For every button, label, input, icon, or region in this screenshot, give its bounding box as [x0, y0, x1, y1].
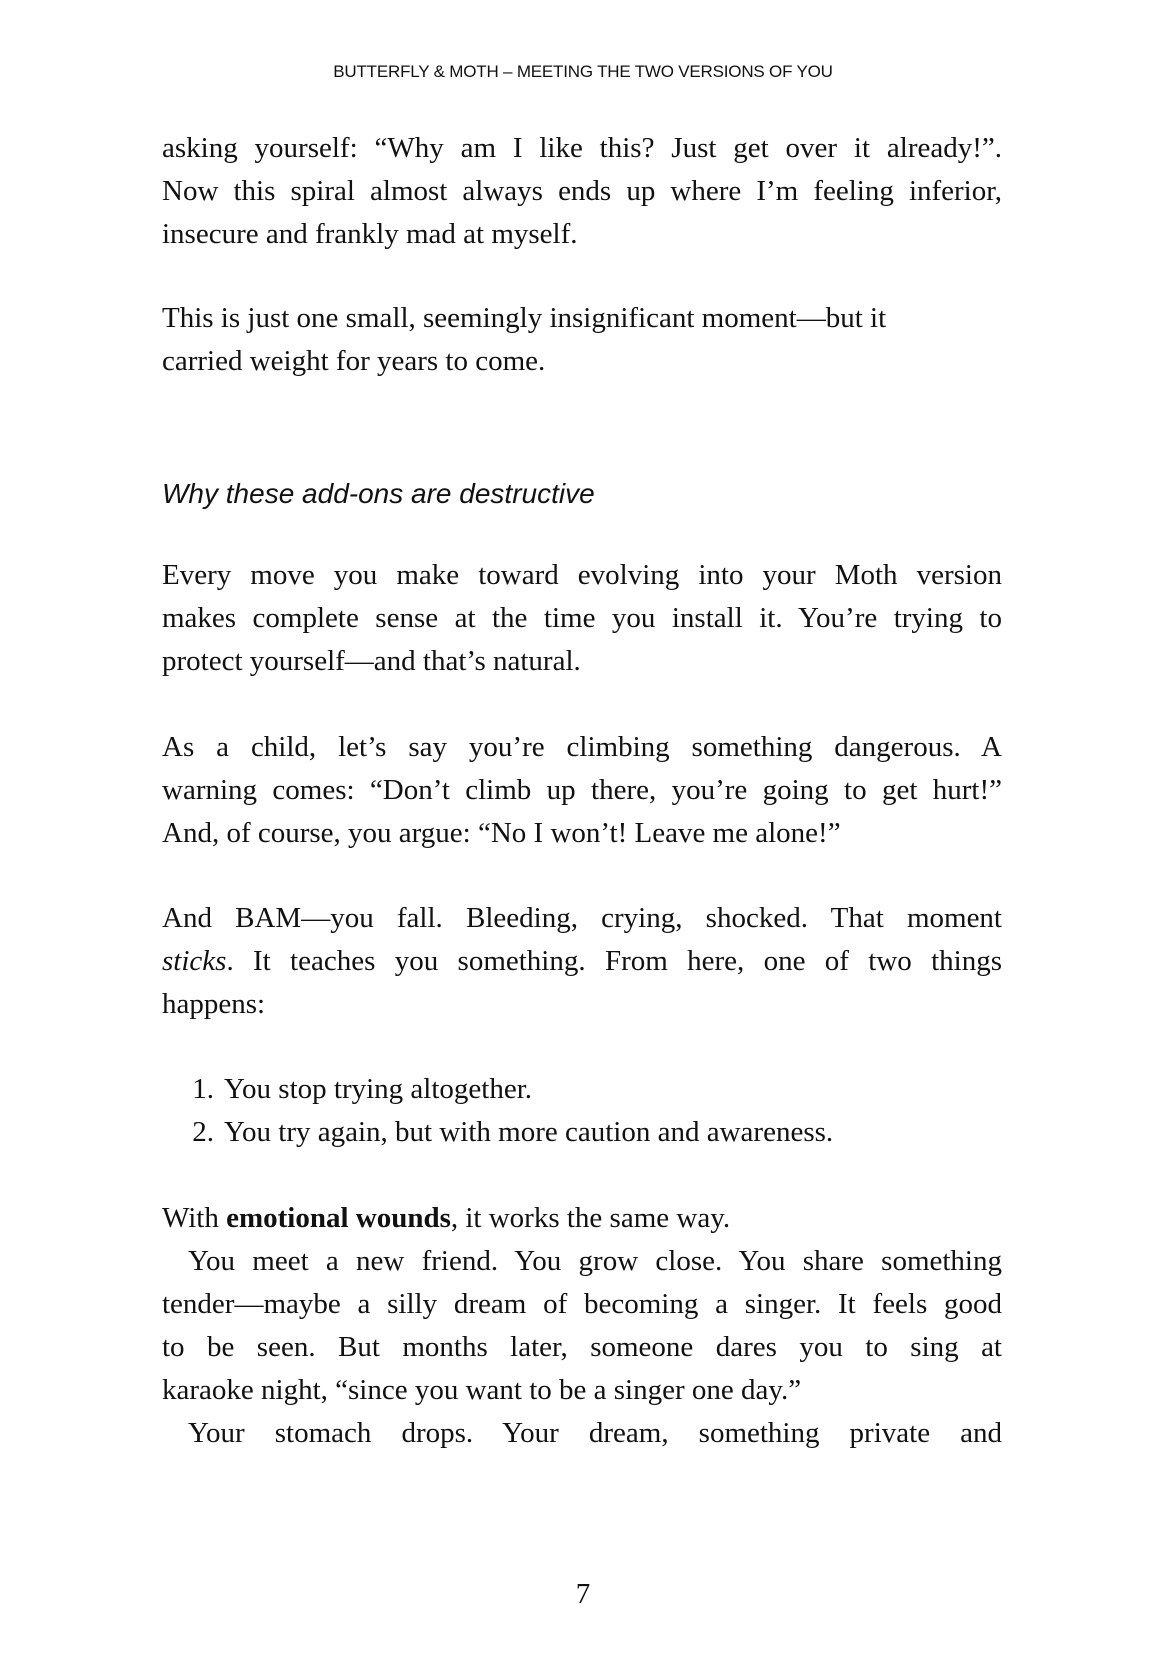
paragraph-4: [162, 726, 1002, 855]
text-line: This is just one small, seemingly insignificant moment—but it: [162, 302, 887, 334]
text-line: [162, 1197, 1002, 1240]
text-span: With: [162, 1202, 227, 1234]
paragraph-3: [162, 554, 1002, 683]
text-line: And BAM—you fall. Bleeding, crying, shocked. That moment: [162, 902, 1002, 934]
list-number: 2.: [192, 1116, 214, 1148]
paragraph-8: [162, 1412, 1002, 1455]
text-line: And, of course, you argue: “No I won’t! Leave me alone!”: [162, 817, 841, 849]
list-text: You stop trying altogether.: [224, 1073, 532, 1105]
running-head: BUTTERFLY & MOTH – MEETING THE TWO VERSIONS OF YOU: [333, 62, 833, 81]
paragraph-2: [162, 297, 1002, 383]
text-line: asking yourself: “Why am I like this? Just get over it already!”.: [162, 132, 1002, 164]
text-line: As a child, let’s say you’re climbing something dangerous. A: [162, 731, 1002, 763]
text-line: Every move you make toward evolving into your Moth version: [162, 559, 1002, 591]
text-line: karaoke night, “since you want to be a singer one day.”: [162, 1374, 802, 1406]
text-line: Now this spiral almost always ends up where I’m feeling inferior,: [162, 175, 1002, 207]
bold-text: emotional wounds: [226, 1202, 451, 1234]
text-line: protect yourself—and that’s natural.: [162, 645, 581, 677]
list-number: 1.: [192, 1073, 214, 1105]
paragraph-5: [162, 897, 1002, 1026]
text-span: . It teaches you something. From here, one of two things: [226, 945, 1002, 977]
paragraph-6: [162, 1197, 1002, 1240]
text-line: tender—maybe a silly dream of becoming a singer. It feels good: [162, 1288, 1002, 1320]
page-number: 7: [575, 1578, 591, 1610]
text-line: to be seen. But months later, someone dares you to sing at: [162, 1331, 1002, 1363]
text-line: [162, 940, 1002, 983]
section-heading: Why these add-ons are destructive: [162, 478, 595, 509]
text-line: Your stomach drops. Your dream, something private and: [188, 1417, 1002, 1449]
numbered-list: [162, 1068, 1002, 1154]
text-span: , it works the same way.: [450, 1202, 731, 1234]
emphasis-text: sticks: [162, 945, 227, 977]
text-line: happens:: [162, 988, 266, 1020]
text-line: You meet a new friend. You grow close. You share something: [188, 1245, 1002, 1277]
text-line: insecure and frankly mad at myself.: [162, 218, 578, 250]
list-text: You try again, but with more caution and awareness.: [224, 1116, 834, 1148]
paragraph-7: [162, 1240, 1002, 1412]
list-item: [162, 1111, 1002, 1154]
text-line: carried weight for years to come.: [162, 345, 546, 377]
text-line: makes complete sense at the time you install it. You’re trying to: [162, 602, 1002, 634]
text-line: warning comes: “Don’t climb up there, you’re going to get hurt!”: [162, 774, 1002, 806]
paragraph-1: [162, 127, 1002, 256]
list-item: [162, 1068, 1002, 1111]
